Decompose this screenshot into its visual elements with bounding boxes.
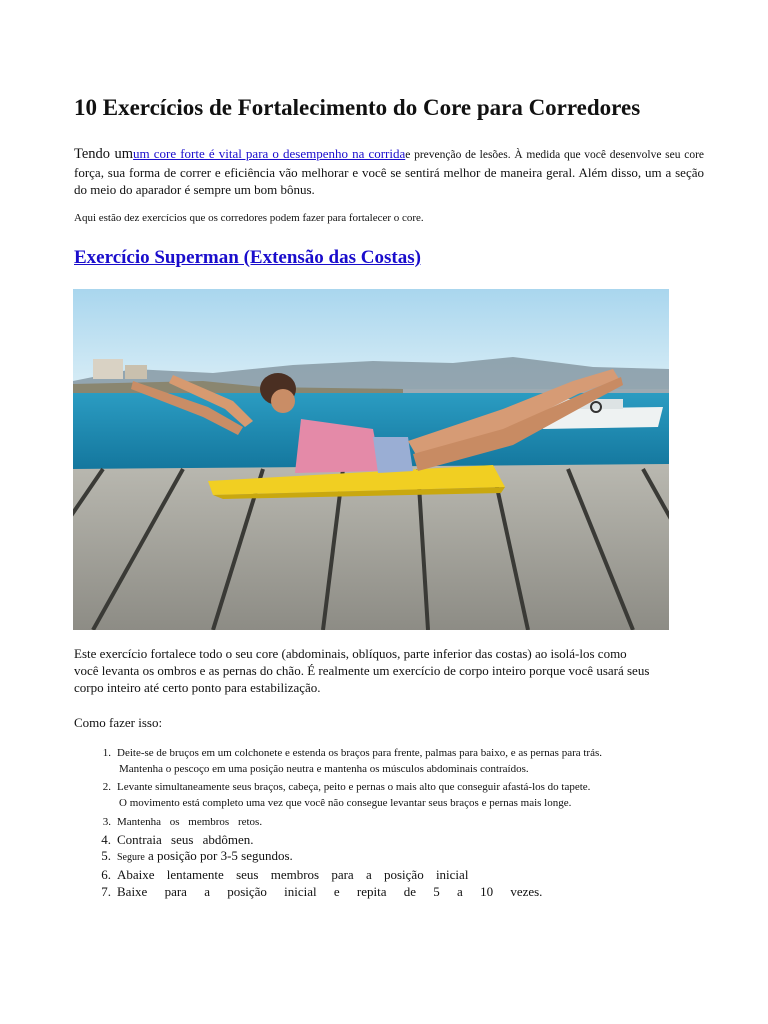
step-2 <box>74 779 758 811</box>
step-text: Levante simultaneamente seus braços, cabeça, peito e pernas o mais alto que conseguir afastá-los do tapete. <box>117 781 591 793</box>
intro-lead: Tendo um <box>74 146 134 162</box>
description-line-2: você levanta os ombros e as pernas do chão. É realmente um exercício de corpo inteiro porque você usará seus <box>74 663 650 678</box>
step-7 <box>74 883 758 900</box>
step-number: 2. <box>102 781 111 793</box>
exercise-description <box>74 645 714 696</box>
intro-paragraph <box>74 145 704 198</box>
step-5 <box>74 848 758 866</box>
steps-list <box>74 745 758 900</box>
step-1 <box>74 745 758 777</box>
step-text-continued: O movimento está completo uma vez que você não consegue levantar seus braços e pernas mais longe. <box>119 797 572 809</box>
howto-label: Como fazer isso: <box>74 715 163 730</box>
step-text: a posição por 3-5 segundos. <box>148 848 293 863</box>
step-4 <box>74 831 758 848</box>
intro-link[interactable]: um core forte é vital para o desempenho na corrida <box>133 146 406 161</box>
step-text: Deite-se de bruços em um colchonete e estenda os braços para frente, palmas para baixo, e as pernas para trás. <box>117 747 603 759</box>
section-heading-link[interactable]: Exercício Superman (Extensão das Costas) <box>74 247 421 268</box>
page-title: 10 Exercícios de Fortalecimento do Core para Corredores <box>74 95 641 120</box>
step-text: Contraia seus abdômen. <box>117 832 254 847</box>
step-number: 4. <box>101 832 111 847</box>
step-text-small: Segure <box>117 852 145 863</box>
step-text: Mantenha os membros retos. <box>117 816 263 828</box>
description-line-3: corpo inteiro até certo ponto para estabilização. <box>74 680 321 695</box>
superman-exercise-photo <box>73 289 669 630</box>
subintro-text: Aqui estão dez exercícios que os corredores podem fazer para fortalecer o core. <box>74 212 424 224</box>
intro-rest: força, sua forma de correr e eficiência vão melhorar e você se sentirá melhor de maneira geral. Além disso, um a seção do meio do aparador é sempre um bom bônus. <box>74 165 704 197</box>
description-line-1: Este exercício fortalece todo o seu core (abdominais, oblíquos, parte inferior das costas) ao isolá-los como <box>74 646 627 661</box>
step-number: 3. <box>102 816 111 828</box>
step-text-continued: Mantenha o pescoço em uma posição neutra e mantenha os músculos abdominais contraídos. <box>119 763 529 775</box>
step-text: Abaixe lentamente seus membros para a posição inicial <box>117 867 469 882</box>
step-number: 6. <box>101 867 111 882</box>
step-number: 1. <box>102 747 111 759</box>
step-6 <box>74 866 758 883</box>
intro-after-link: e prevenção de lesões. À medida que você desenvolve seu core <box>405 149 705 161</box>
step-number: 5. <box>101 848 111 863</box>
step-number: 7. <box>101 884 111 899</box>
step-3 <box>74 813 758 831</box>
step-text: Baixe para a posição inicial e repita de 5 a 10 vezes. <box>117 884 543 899</box>
